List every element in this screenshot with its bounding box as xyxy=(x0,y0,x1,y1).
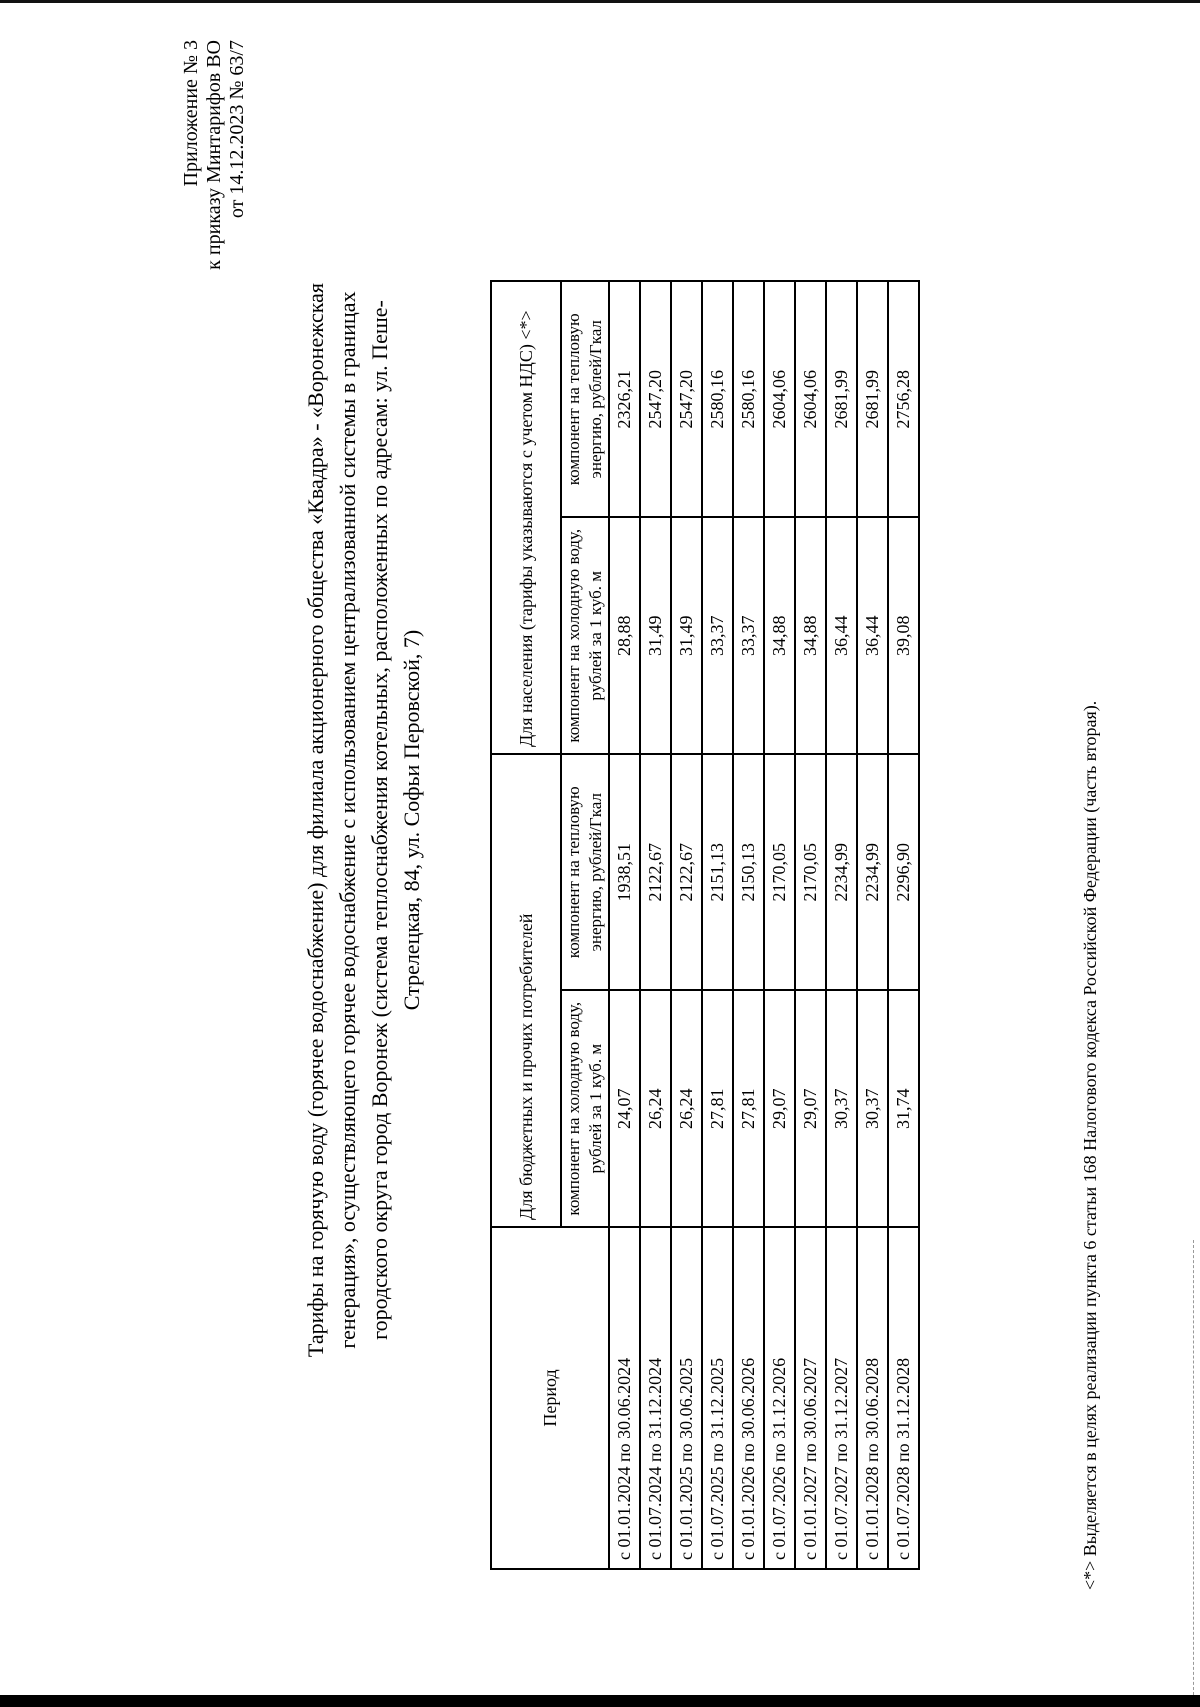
population-cold-value: 28,88 xyxy=(609,518,640,754)
row-period: с 01.07.2026 по 31.12.2026 xyxy=(764,1227,795,1569)
population-cold-value: 39,08 xyxy=(888,518,919,754)
budget-cold-header: компонент на холодную воду, рублей за 1 куб. м xyxy=(561,990,609,1226)
population-cold-header: компонент на холодную воду, рублей за 1 куб. м xyxy=(561,518,609,754)
budget-cold-value: 26,24 xyxy=(671,990,702,1226)
budget-cold-value: 30,37 xyxy=(826,990,857,1226)
population-group-header: Для населения (тарифы указываются с учетом НДС) <*> xyxy=(491,281,561,754)
title-line-4: Стрелецкая, 84, ул. Софьи Перовской, 7) xyxy=(399,629,424,1011)
budget-heat-value: 2122,67 xyxy=(671,754,702,990)
scan-edge-top xyxy=(0,0,1200,3)
budget-group-header: Для бюджетных и прочих потребителей xyxy=(491,754,561,1227)
table-row xyxy=(764,281,795,1569)
population-cold-value: 33,37 xyxy=(702,518,733,754)
row-period: с 01.01.2026 по 30.06.2026 xyxy=(733,1227,764,1569)
population-heat-value: 2756,28 xyxy=(888,281,919,518)
row-period: с 01.01.2028 по 30.06.2028 xyxy=(857,1227,888,1569)
row-period: с 01.01.2024 по 30.06.2024 xyxy=(609,1227,640,1569)
budget-heat-value: 2150,13 xyxy=(733,754,764,990)
attachment-number: Приложение № 3 xyxy=(180,40,202,187)
budget-heat-header: компонент на тепловую энергию, рублей/Гкал xyxy=(561,754,609,990)
population-cold-value: 34,88 xyxy=(764,518,795,754)
population-cold-value: 36,44 xyxy=(826,518,857,754)
budget-heat-value: 2170,05 xyxy=(764,754,795,990)
population-heat-value: 2547,20 xyxy=(671,281,702,518)
row-period: с 01.07.2025 по 31.12.2025 xyxy=(702,1227,733,1569)
row-period: с 01.01.2027 по 30.06.2027 xyxy=(795,1227,826,1569)
title-line-3: городского округа город Воронеж (система теплоснабжения котельных, расположенных по адресам: ул. Пеше- xyxy=(367,300,392,1340)
period-header: Период xyxy=(491,1227,609,1569)
attachment-note xyxy=(180,40,249,640)
population-heat-value: 2326,21 xyxy=(609,281,640,518)
budget-heat-value: 2170,05 xyxy=(795,754,826,990)
population-heat-value: 2604,06 xyxy=(795,281,826,518)
population-heat-value: 2681,99 xyxy=(857,281,888,518)
budget-cold-value: 24,07 xyxy=(609,990,640,1226)
budget-heat-value: 2122,67 xyxy=(640,754,671,990)
budget-cold-value: 29,07 xyxy=(795,990,826,1226)
budget-cold-value: 31,74 xyxy=(888,990,919,1226)
title-line-1: Тарифы на горячую воду (горячее водоснабжение) для филиала акционерного общества «Квадра» - «Воронежская xyxy=(303,282,328,1358)
population-heat-header: компонент на тепловую энергию, рублей/Гкал xyxy=(561,281,609,518)
row-period: с 01.07.2028 по 31.12.2028 xyxy=(888,1227,919,1569)
budget-cold-value: 26,24 xyxy=(640,990,671,1226)
population-heat-value: 2681,99 xyxy=(826,281,857,518)
population-heat-value: 2580,16 xyxy=(702,281,733,518)
budget-heat-value: 2296,90 xyxy=(888,754,919,990)
table-row xyxy=(733,281,764,1569)
row-period: с 01.01.2025 по 30.06.2025 xyxy=(671,1227,702,1569)
table-row xyxy=(826,281,857,1569)
table-row xyxy=(640,281,671,1569)
population-heat-value: 2547,20 xyxy=(640,281,671,518)
row-period: с 01.07.2024 по 31.12.2024 xyxy=(640,1227,671,1569)
budget-heat-value: 1938,51 xyxy=(609,754,640,990)
document-title xyxy=(300,40,428,1600)
budget-heat-value: 2234,99 xyxy=(826,754,857,990)
rotated-document-page xyxy=(180,40,1140,1600)
budget-heat-value: 2234,99 xyxy=(857,754,888,990)
population-cold-value: 33,37 xyxy=(733,518,764,754)
population-cold-value: 34,88 xyxy=(795,518,826,754)
scan-edge-bottom xyxy=(0,1695,1200,1707)
row-period: с 01.07.2027 по 31.12.2027 xyxy=(826,1227,857,1569)
footnote: <*> Выделяется в целях реализации пункта 6 статьи 168 Налогового кодекса Российской Федерации (часть вторая). xyxy=(1080,700,1100,1590)
budget-cold-value: 27,81 xyxy=(733,990,764,1226)
tariff-table xyxy=(490,280,920,1570)
attachment-order: к приказу Минтарифов ВО xyxy=(203,40,225,270)
budget-cold-value: 30,37 xyxy=(857,990,888,1226)
table-row xyxy=(795,281,826,1569)
attachment-date: от 14.12.2023 № 63/7 xyxy=(226,40,248,219)
scan-edge-right xyxy=(1193,1240,1194,1700)
table-row xyxy=(671,281,702,1569)
population-cold-value: 36,44 xyxy=(857,518,888,754)
population-cold-value: 31,49 xyxy=(671,518,702,754)
table-row xyxy=(888,281,919,1569)
population-heat-value: 2580,16 xyxy=(733,281,764,518)
population-cold-value: 31,49 xyxy=(640,518,671,754)
budget-heat-value: 2151,13 xyxy=(702,754,733,990)
title-line-2: генерация», осуществляющего горячее водоснабжение с использованием централизованной системы в границах xyxy=(335,291,360,1349)
table-row xyxy=(857,281,888,1569)
table-row xyxy=(609,281,640,1569)
budget-cold-value: 27,81 xyxy=(702,990,733,1226)
table-row xyxy=(702,281,733,1569)
budget-cold-value: 29,07 xyxy=(764,990,795,1226)
population-heat-value: 2604,06 xyxy=(764,281,795,518)
